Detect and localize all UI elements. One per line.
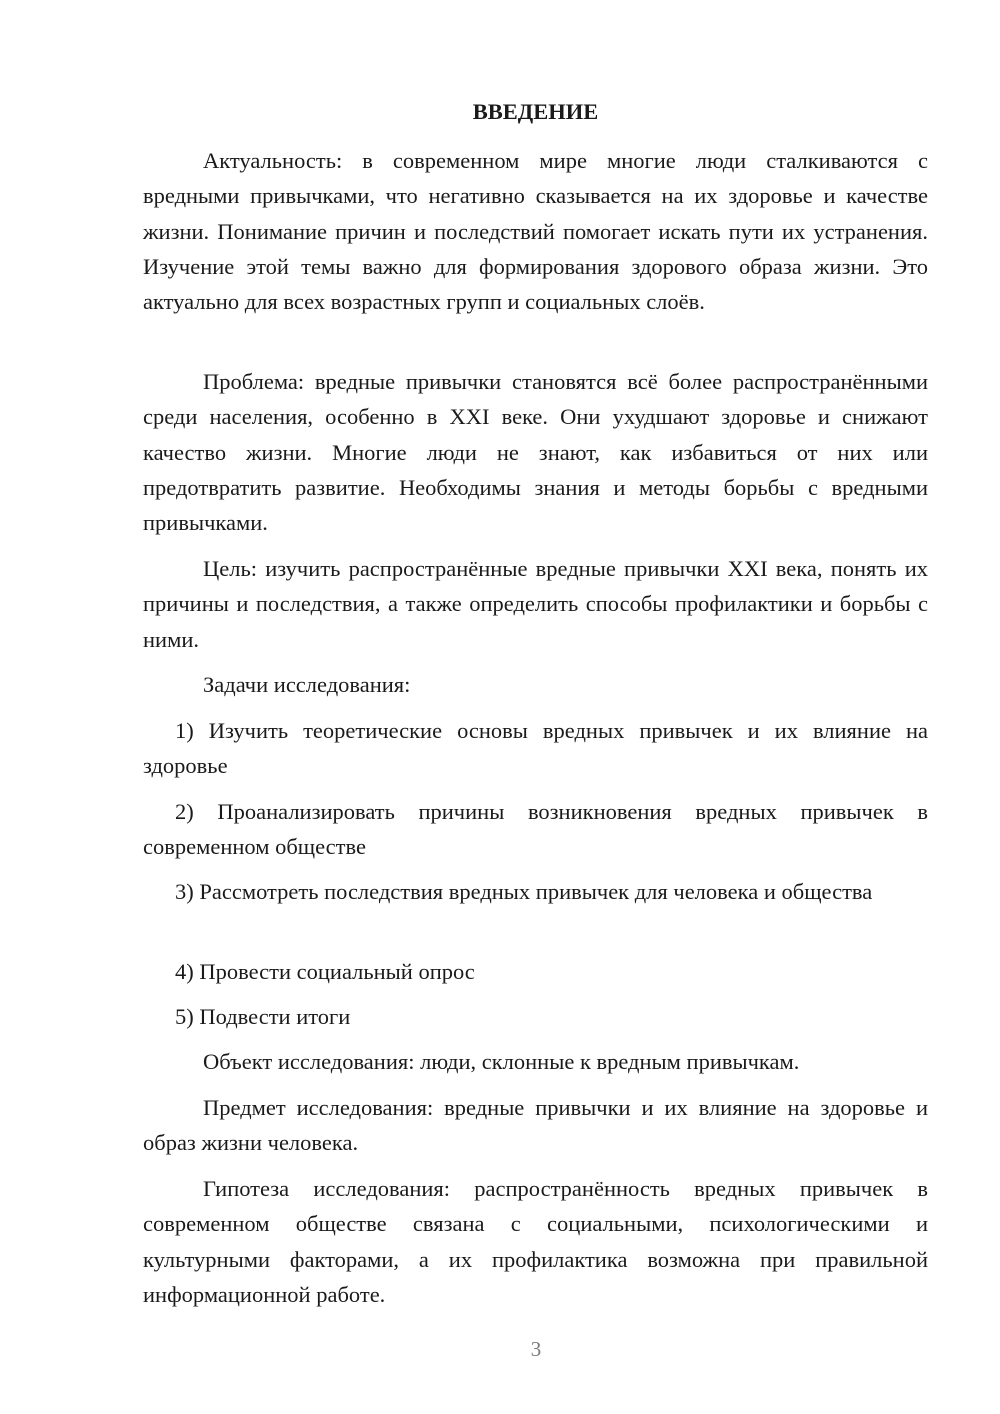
paragraph-relevance: Актуальность: в современном мире многие люди сталкиваются с вредными привычками, что негативно сказывается на их здоровье и качестве жизни. Понимание причин и последствий помогает искать пути их устранения. Изучение этой темы важно для формирования здорового образа жизни. Это актуально для всех возрастных групп и социальных слоёв. <box>143 148 928 315</box>
paragraph-problem: Проблема: вредные привычки становятся всё более распространёнными среди населения, особенно в XXI веке. Они ухудшают здоровье и снижают качество жизни. Многие люди не знают, как избавиться от них или предотвратить развитие. Необходимы знания и методы борьбы с вредными привычками. <box>143 369 928 536</box>
paragraph-object: Объект исследования: люди, склонные к вредным привычкам. <box>203 1049 800 1074</box>
task-item-4: 4) Провести социальный опрос <box>175 959 475 984</box>
paragraph-subject: Предмет исследования: вредные привычки и их влияние на здоровье и образ жизни человека. <box>143 1095 928 1156</box>
task-item-1: 1) Изучить теоретические основы вредных привычек и их влияние на здоровье <box>143 718 928 779</box>
page-title: ВВЕДЕНИЕ <box>472 99 599 124</box>
paragraph-goal: Цель: изучить распространённые вредные привычки XXI века, понять их причины и последствия, а также определить способы профилактики и борьбы с ними. <box>143 556 928 652</box>
task-item-2: 2) Проанализировать причины возникновения вредных привычек в современном обществе <box>143 799 928 860</box>
task-item-5: 5) Подвести итоги <box>175 1004 351 1029</box>
tasks-heading: Задачи исследования: <box>203 672 411 697</box>
page-number: 3 <box>530 1337 542 1361</box>
task-item-3: 3) Рассмотреть последствия вредных привычек для человека и общества <box>175 879 873 904</box>
paragraph-hypothesis: Гипотеза исследования: распространённость вредных привычек в современном обществе связана с социальными, психологическими и культурными факторами, а их профилактика возможна при правильной информационной работе. <box>143 1176 928 1307</box>
